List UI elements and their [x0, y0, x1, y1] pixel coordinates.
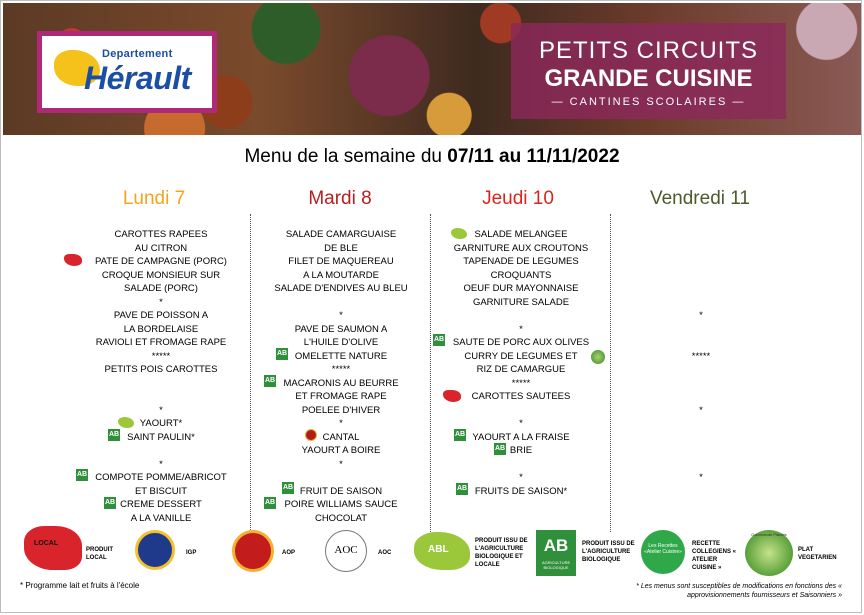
- ab-organic-icon: AB: [108, 429, 120, 441]
- menu-line: [612, 363, 790, 376]
- local-product-icon: [64, 254, 82, 266]
- menu-line: *: [339, 310, 343, 321]
- ab-organic-icon: AB: [456, 483, 468, 495]
- legend-local-badge-text: LOCAL: [34, 540, 59, 547]
- menu-line: [72, 390, 250, 403]
- ab-organic-icon: AB: [454, 429, 466, 441]
- legend-igp-badge: [135, 530, 175, 570]
- campaign-title-line1: PETITS CIRCUITS: [538, 37, 758, 64]
- ab-organic-icon: AB: [494, 443, 506, 455]
- menu-line: *****: [151, 350, 171, 362]
- day-heading-jeudi: Jeudi 10: [482, 188, 554, 209]
- menu-line: *: [519, 323, 523, 335]
- ab-organic-icon: AB: [433, 334, 445, 346]
- week-mid: au: [493, 146, 527, 167]
- legend-igp-text: IGP: [186, 550, 197, 556]
- menu-line: DE BLE: [324, 242, 358, 254]
- logo-department-label: Departement: [102, 48, 173, 60]
- menu-line: CAROTTES RAPEES: [114, 229, 208, 240]
- ab-organic-icon: AB: [104, 497, 116, 509]
- menu-line: CAROTTES SAUTEES: [471, 391, 571, 402]
- menu-line: MACARONIS AU BEURRE: [283, 377, 399, 389]
- menu-line: [612, 444, 790, 457]
- menu-line: CURRY DE LEGUMES ET: [464, 350, 578, 362]
- legend-ab-badge: [536, 530, 576, 576]
- legend-ab-badge-subtitle: AGRICULTURE BIOLOGIQUE: [541, 560, 571, 570]
- menu-line: [432, 309, 610, 322]
- menu-line: CHOCOLAT: [314, 512, 368, 524]
- campaign-title-line2: GRANDE CUISINE: [544, 65, 753, 92]
- day-heading-lundi: Lundi 7: [122, 188, 186, 209]
- ab-organic-icon: AB: [276, 348, 288, 360]
- menu-line: GARNITURE SALADE: [472, 296, 570, 308]
- menu-line: [72, 377, 250, 390]
- menu-line: FRUITS DE SAISON*: [474, 485, 568, 497]
- legend-abl-text: PRODUIT ISSU DE L'AGRICULTURE BIOLOGIQUE ET LOCALE: [475, 538, 528, 568]
- menu-line: [612, 512, 790, 525]
- menu-line: COMPOTE POMME/ABRICOT: [95, 472, 227, 483]
- ab-organic-icon: AB: [282, 482, 294, 494]
- menu-line: CANTAL: [322, 431, 360, 443]
- menu-line: CROQUE MONSIEUR SUR: [101, 269, 221, 281]
- abl-icon: [451, 228, 467, 239]
- menu-line: *: [339, 418, 343, 429]
- menu-line: LA BORDELAISE: [123, 323, 199, 335]
- menu-line: SAINT PAULIN*: [127, 431, 195, 443]
- aop-icon: [305, 429, 317, 441]
- menu-line: POELEE D'HIVER: [301, 404, 381, 416]
- menu-line: FRUIT DE SAISON: [299, 485, 383, 497]
- legend-aop-text: AOP: [282, 550, 296, 556]
- ab-organic-icon: AB: [76, 469, 88, 481]
- menu-line: YAOURT*: [139, 418, 183, 429]
- week-title: [0, 146, 864, 168]
- column-divider: [250, 214, 251, 532]
- menu-line: [612, 458, 790, 471]
- menu-line: [432, 404, 610, 417]
- menu-line: *****: [511, 377, 531, 389]
- menu-line: OEUF DUR MAYONNAISE: [463, 283, 579, 294]
- menu-line: *: [159, 458, 163, 470]
- legend-local-text: PRODUIT LOCAL: [86, 547, 113, 561]
- abl-icon: [118, 417, 134, 428]
- week-to: 11/11/2022: [526, 146, 620, 167]
- menu-line: L'HUILE D'OLIVE: [303, 337, 379, 348]
- menu-line: [612, 431, 790, 444]
- menu-line: A LA VANILLE: [130, 512, 192, 524]
- menu-line: *: [699, 310, 703, 321]
- column-divider: [610, 214, 611, 532]
- legend-abl-badge: [414, 532, 470, 570]
- menu-line: *: [159, 404, 163, 416]
- menu-line: [432, 458, 610, 471]
- menu-line: *****: [331, 364, 351, 375]
- menu-line: CROQUANTS: [490, 269, 552, 281]
- menu-line: PAVE DE POISSON A: [113, 310, 209, 321]
- menu-line: *: [339, 458, 343, 470]
- menu-line: [612, 282, 790, 295]
- menu-line: RIZ DE CAMARGUE: [476, 364, 566, 375]
- legend-vegetarian-text: PLAT VEGETARIEN: [798, 547, 837, 561]
- menu-line: [612, 417, 790, 430]
- legend-vegetarian-badge: [745, 530, 793, 576]
- footer-programme-note: * Programme lait et fruits à l'école: [20, 581, 140, 590]
- legend-recettes-badge-text: Les Recettes «Atelier Cuisine»: [644, 543, 682, 555]
- menu-line: *****: [691, 350, 711, 362]
- ab-organic-icon: AB: [264, 497, 276, 509]
- vegetarian-icon: [591, 350, 605, 364]
- menu-line: [612, 377, 790, 390]
- menu-line: [612, 485, 790, 498]
- day-heading-vendredi: Vendredi 11: [649, 188, 750, 209]
- menu-line: A LA MOUTARDE: [303, 269, 379, 281]
- menu-line: [432, 512, 610, 525]
- menu-line: SALADE (PORC): [124, 283, 198, 294]
- legend-recettes-text: RECETTE COLLEGIENS « ATELIER CUISINE »: [692, 541, 737, 571]
- menu-line: *: [699, 472, 703, 483]
- menu-line: AU CITRON: [134, 242, 188, 254]
- week-from: 07/11: [447, 146, 494, 167]
- menu-line: FILET DE MAQUEREAU: [288, 256, 394, 267]
- legend-abl-badge-text: ABL: [428, 544, 449, 555]
- menu-line: SAUTE DE PORC AUX OLIVES: [452, 337, 590, 348]
- legend-vegetarian-badge-text: Gourmande Planète: [751, 532, 787, 537]
- menu-line: SALADE MELANGEE: [474, 229, 568, 240]
- menu-line: *: [699, 404, 703, 416]
- menu-line: [612, 255, 790, 268]
- menu-line: ET FROMAGE RAPE: [295, 391, 387, 402]
- legend-aoc-text: AOC: [378, 550, 392, 556]
- header-banner: [3, 3, 861, 135]
- footer-modification-note: * Les menus sont susceptibles de modifications en fonctions des « approvisionnements fournisseurs et Saisonniers »: [636, 583, 842, 599]
- legend-recettes-badge: [641, 530, 685, 574]
- menu-line: [612, 336, 790, 349]
- menu-line: [612, 323, 790, 336]
- ab-organic-icon: AB: [264, 375, 276, 387]
- menu-line: *: [159, 296, 163, 308]
- menu-line: PAVE DE SAUMON A: [294, 323, 388, 335]
- menu-line: [72, 444, 250, 457]
- menu-line: [612, 498, 790, 511]
- menu-line: SALADE D'ENDIVES AU BLEU: [274, 283, 408, 294]
- menu-line: PATE DE CAMPAGNE (PORC): [95, 256, 227, 267]
- legend-ab-text: PRODUIT ISSU DE L'AGRICULTURE BIOLOGIQUE: [582, 541, 635, 563]
- menu-line: PETITS POIS CAROTTES: [104, 364, 218, 375]
- menu-line: RAVIOLI ET FROMAGE RAPE: [95, 337, 227, 348]
- menu-line: [612, 390, 790, 403]
- menu-line: [612, 269, 790, 282]
- week-prefix: Menu de la semaine du: [244, 146, 448, 167]
- legend-aoc-badge: [325, 530, 367, 572]
- menu-line: CREME DESSERT: [120, 499, 202, 510]
- menu-line: [612, 228, 790, 241]
- menu-line: OMELETTE NATURE: [294, 350, 388, 362]
- menu-line: YAOURT A BOIRE: [301, 445, 381, 456]
- menu-line: [612, 296, 790, 309]
- menu-line: [252, 296, 430, 309]
- column-divider: [430, 214, 431, 532]
- menu-line: GARNITURE AUX CROUTONS: [453, 242, 589, 254]
- menu-line: TAPENADE DE LEGUMES: [463, 256, 579, 267]
- menu-line: POIRE WILLIAMS SAUCE: [284, 499, 398, 510]
- menu-line: YAOURT A LA FRAISE: [472, 431, 570, 443]
- menu-line: [432, 498, 610, 511]
- menu-line: *: [519, 472, 523, 483]
- local-product-icon: [443, 390, 461, 402]
- campaign-title-box: [511, 23, 786, 119]
- logo-name: Hérault: [84, 60, 191, 96]
- menu-line: *: [519, 418, 523, 429]
- legend-aop-badge: [232, 530, 274, 572]
- menu-line: [252, 471, 430, 484]
- menu-line: SALADE CAMARGUAISE: [285, 229, 397, 240]
- day-heading-mardi: Mardi 8: [308, 188, 372, 209]
- menu-line: BRIE: [509, 445, 533, 456]
- menu-line: ET BISCUIT: [134, 485, 188, 497]
- legend-aoc-badge-text: AOC: [334, 544, 358, 556]
- legend-local-badge: [24, 526, 82, 570]
- legend-ab-badge-text: AB: [543, 536, 569, 555]
- campaign-subtitle: — CANTINES SCOLAIRES —: [551, 96, 746, 108]
- menu-line: [612, 242, 790, 255]
- herault-logo: [37, 31, 217, 113]
